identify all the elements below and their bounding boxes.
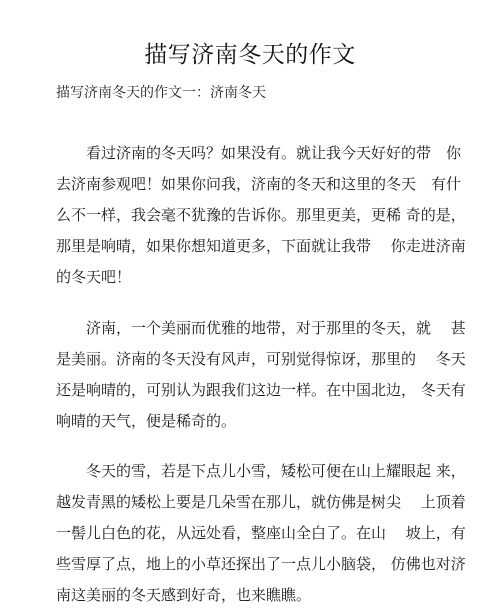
paragraph-line: 看过济南的冬天吗？如果没有。就让我今天好好的带 你 — [56, 144, 462, 162]
paragraph-line: 一髻儿白色的花，从远处看，整座山全白了。在山 坡上，有 — [56, 524, 466, 542]
paragraph-line: 越发青黑的矮松上要是几朵雪在那儿，就仿佛是树尖 上顶着 — [56, 493, 466, 511]
document-subtitle: 描写济南冬天的作文一：济南冬天 — [56, 85, 266, 101]
paragraph-line: 还是响晴的，可别认为跟我们这边一样。在中国北边， 冬天有 — [56, 381, 466, 399]
paragraph-line: 响晴的天气，便是稀奇的。 — [56, 412, 237, 430]
paragraph-1 — [56, 138, 466, 293]
paragraph-line: 些雪厚了点，地上的小草还探出了一点儿小脑袋， 仿佛也对济 — [56, 555, 466, 573]
paragraph-line: 冬天的雪，若是下点儿小雪，矮松可便在山上耀眼起 来， — [56, 462, 466, 480]
document-title: 描写济南冬天的作文 — [144, 42, 356, 68]
paragraph-line: 那里是响晴，如果你想知道更多，下面就让我带 你走进济南 — [56, 237, 466, 255]
paragraph-line: 是美丽。济南的冬天没有风声，可别觉得惊讶，那里的 冬天 — [56, 350, 466, 368]
paragraph-line: 的冬天吧！ — [56, 268, 132, 286]
paragraph-2 — [56, 313, 466, 437]
paragraph-3 — [56, 456, 466, 611]
paragraph-line: 济南，一个美丽而优雅的地带，对于那里的冬天，就 甚 — [56, 319, 466, 337]
paragraph-line: 去济南参观吧！如果你问我，济南的冬天和这里的冬天 有什 — [56, 175, 462, 193]
paragraph-line: 么不一样，我会毫不犹豫的告诉你。那里更美，更稀 奇的是， — [56, 206, 466, 224]
paragraph-line: 南这美丽的冬天感到好奇，也来瞧瞧。 — [56, 586, 312, 604]
